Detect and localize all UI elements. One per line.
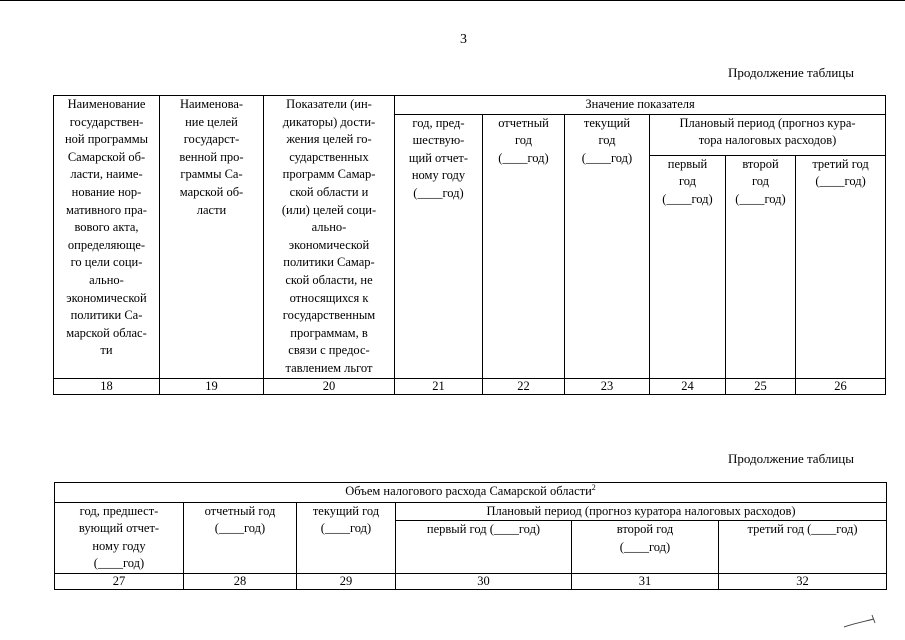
tax-expenditure-volume-title: Объем налогового расхода Самарской области$^2$: [55, 483, 887, 503]
header-text-line: Плановый период (прогноз кура-: [679, 115, 856, 130]
header-text-line: тора налоговых расходов): [698, 133, 837, 148]
header-year-before-reporting: [395, 114, 483, 378]
header-text-line: (____год): [815, 174, 866, 189]
header-text-line: жения целей го-: [286, 132, 372, 147]
header-text-line: отчетный: [498, 115, 549, 130]
header-text-line: экономической: [288, 237, 370, 252]
column-number: 18: [54, 378, 160, 394]
header-text-line: граммы Са-: [180, 167, 243, 182]
footnote-mark: 2: [591, 483, 596, 492]
header-text-line: (____год): [662, 191, 713, 206]
header-text-line: марской об-: [179, 184, 244, 199]
header-text-line: (____год): [581, 150, 633, 165]
header-text-line: мативного пра-: [66, 202, 147, 217]
header-text-line: марской облас-: [66, 325, 147, 340]
column-number: 28: [184, 574, 297, 590]
header-text-line: первый: [667, 156, 708, 171]
header-text-line: текущий год: [312, 503, 380, 518]
indicators-table: [53, 95, 886, 395]
column-number: 29: [297, 574, 396, 590]
header-goals-name: [160, 96, 264, 379]
column-number: 30: [396, 574, 572, 590]
header-text-line: государственным: [282, 308, 376, 323]
column-number: 20: [264, 378, 395, 394]
header-current-year: [297, 502, 396, 574]
header-text-line: ние целей: [185, 114, 238, 129]
header-text-line: (____год): [735, 191, 786, 206]
header-text-line: программ Самар-: [282, 167, 376, 182]
header-text-line: первый год (____год): [426, 522, 541, 537]
header-text-line: государствен-: [69, 114, 144, 129]
header-current-year: [565, 114, 650, 378]
header-text-line: венной про-: [179, 149, 244, 164]
header-text-line: (____год): [619, 539, 671, 554]
header-text-line: ласти: [196, 202, 227, 217]
header-text-line: ласти, наиме-: [70, 167, 143, 182]
header-planned-period: Плановый период (прогноз куратора налоговых расходов): [396, 502, 887, 521]
header-program-name: [54, 96, 160, 379]
header-text-line: год: [514, 133, 533, 148]
header-text-line: определяюще-: [67, 237, 146, 252]
header-text-line: политики Са-: [70, 308, 143, 323]
header-text-line: текущий: [583, 115, 631, 130]
header-text-line: (____год): [413, 185, 464, 200]
column-number: 25: [726, 378, 796, 394]
column-number: 27: [55, 574, 184, 590]
header-text-line: ально-: [89, 272, 124, 287]
header-text-line: тавлением льгот: [285, 360, 373, 375]
header-second-year: [726, 155, 796, 378]
header-text-line: ти: [100, 343, 113, 358]
header-text-line: Показатели (ин-: [286, 97, 372, 111]
column-number: 21: [395, 378, 483, 394]
column-number: 19: [160, 378, 264, 394]
header-first-year: [650, 155, 726, 378]
header-text-line: год: [751, 174, 770, 189]
header-year-before-reporting: [55, 502, 184, 574]
header-first-year: [396, 521, 572, 574]
header-text-line: государст-: [183, 132, 240, 147]
column-number: 23: [565, 378, 650, 394]
header-text-line: го цели соци-: [70, 255, 143, 270]
header-text-line: отчетный год: [204, 503, 276, 518]
column-number: 24: [650, 378, 726, 394]
header-text-line: Наименование: [67, 97, 146, 111]
header-text-line: (____год): [498, 150, 549, 165]
header-text-line: Самарской об-: [67, 149, 146, 164]
header-text-line: ному году: [92, 538, 146, 553]
column-number: 32: [719, 574, 887, 590]
header-text-line: щий отчет-: [408, 150, 469, 165]
header-text-line: дикаторы) дости-: [282, 114, 376, 129]
header-text-line: вового акта,: [74, 220, 139, 235]
header-planned-period: [650, 114, 886, 155]
page-number: 3: [460, 32, 467, 47]
header-text-line: год: [678, 174, 697, 189]
tax-expenditure-volume-table: [54, 482, 887, 590]
header-text-line: нование нор-: [71, 184, 142, 199]
header-text-line: ской области и: [289, 184, 369, 199]
header-text-line: (или) целей соци-: [281, 202, 377, 217]
header-text-line: относящихся к: [289, 290, 369, 305]
header-text-line: второй: [742, 156, 779, 171]
column-number: 31: [572, 574, 719, 590]
column-number: 26: [796, 378, 886, 394]
header-text-line: (____год): [93, 556, 145, 571]
header-text-line: ской области, не: [285, 272, 373, 287]
column-number: 22: [483, 378, 565, 394]
header-text-line: связи с предос-: [288, 343, 370, 358]
header-third-year: [796, 155, 886, 378]
header-text-line: год: [598, 133, 616, 148]
header-text-line: (____год): [320, 521, 372, 536]
header-text-line: экономической: [66, 290, 147, 305]
header-text-line: третий год (____год): [747, 522, 858, 537]
header-text-line: ально-: [311, 220, 347, 235]
header-text-line: вующий отчет-: [78, 521, 160, 536]
header-text-line: сударственных: [289, 149, 369, 164]
continuation-label-1: Продолжение таблицы: [728, 65, 854, 80]
header-text-line: (____год): [214, 521, 266, 536]
header-text-line: третий год: [812, 156, 869, 171]
header-reporting-year: [184, 502, 297, 574]
page-top-border: [0, 0, 905, 1]
header-text-line: программам, в: [290, 325, 368, 340]
header-text-line: второй год: [616, 522, 674, 537]
header-second-year: [572, 521, 719, 574]
handwritten-mark: [842, 611, 882, 633]
header-text-line: год, предшест-: [79, 503, 159, 518]
header-text-line: ной программы: [64, 132, 149, 147]
header-text-line: Наименова-: [179, 97, 244, 111]
continuation-label-2: Продолжение таблицы: [728, 451, 854, 466]
header-indicators: [264, 96, 395, 379]
header-text-line: год, пред-: [412, 115, 465, 130]
header-text-line: политики Самар-: [283, 255, 375, 270]
header-text-line: ному году: [411, 168, 466, 183]
header-reporting-year: [483, 114, 565, 378]
header-third-year: [719, 521, 887, 574]
header-text-line: шествую-: [412, 133, 465, 148]
header-indicator-value-group: Значение показателя: [395, 96, 886, 115]
